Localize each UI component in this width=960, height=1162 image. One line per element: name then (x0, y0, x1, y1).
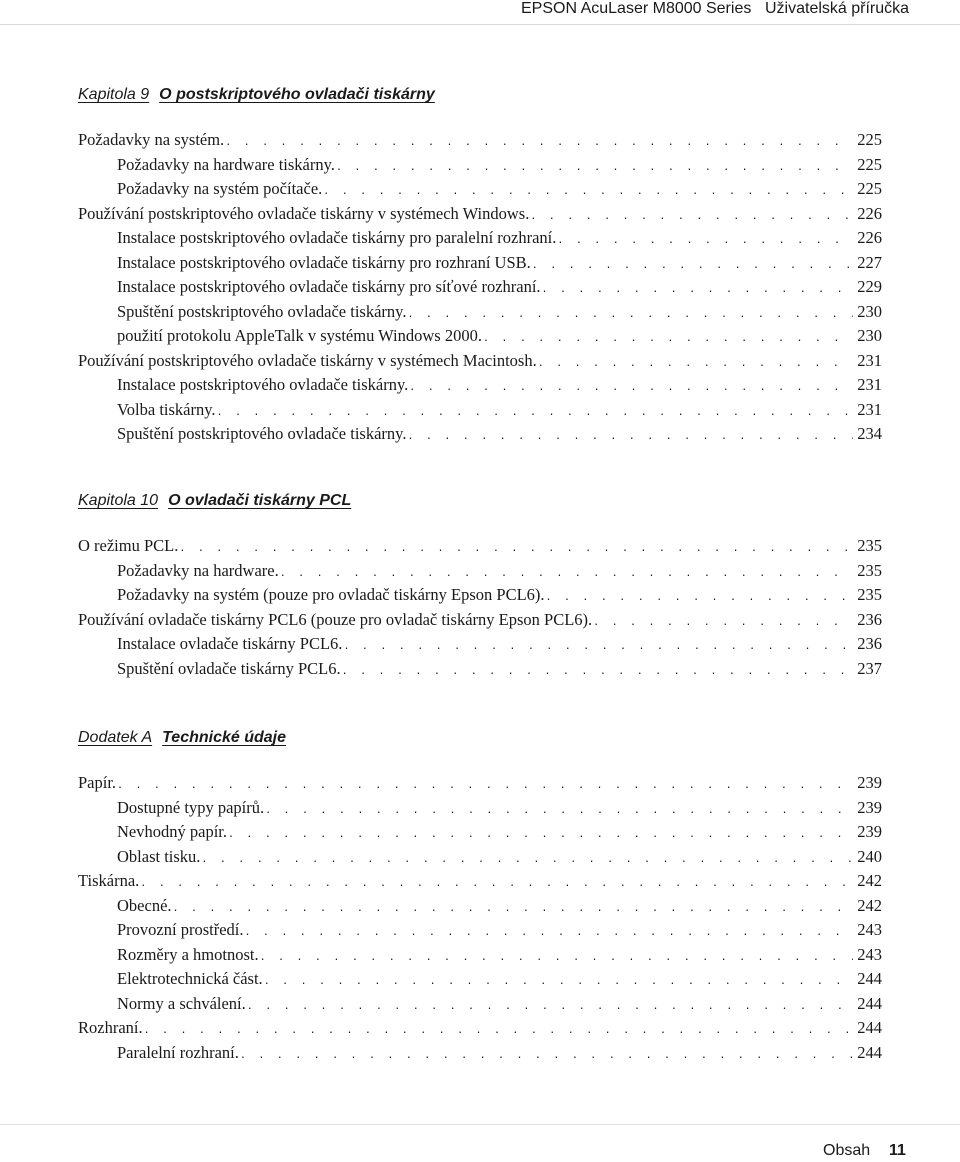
toc-entry-title: Instalace postskriptového ovladače tiskárny pro paralelní rozhraní. (117, 228, 557, 247)
toc-entry-page: 244 (857, 993, 882, 1013)
toc-entry-title: použití protokolu AppleTalk v systému Windows 2000. (117, 326, 482, 345)
toc-dot-leader (557, 229, 853, 253)
toc-entry[interactable] (78, 1016, 882, 1040)
toc-entry[interactable] (78, 534, 882, 558)
toc-entry-page: 242 (857, 895, 882, 915)
toc-dot-leader (240, 1044, 853, 1068)
toc-dot-leader (247, 995, 853, 1019)
header-product-name: EPSON AcuLaser M8000 Series (521, 0, 752, 17)
toc-entry-page: 243 (857, 944, 882, 964)
toc-entry-title: O režimu PCL. (78, 536, 179, 555)
toc-dot-leader (144, 1019, 854, 1043)
toc-entry[interactable] (117, 894, 882, 918)
toc-entry-page: 229 (857, 277, 882, 296)
toc-entry-title: Používání postskriptového ovladače tiskárny v systémech Macintosh. (78, 350, 537, 370)
toc-entry-title: Oblast tisku. (117, 846, 201, 866)
toc-entry-title: Instalace ovladače tiskárny PCL6. (117, 634, 343, 653)
toc-entry-title: Volba tiskárny. (117, 399, 216, 419)
toc-entry-title: Požadavky na hardware tiskárny. (117, 154, 335, 174)
toc-entry-page: 237 (857, 658, 882, 678)
toc-dot-leader (260, 946, 854, 970)
toc-entry[interactable] (78, 128, 882, 152)
toc-entry-title: Používání postskriptového ovladače tiskárny v systémech Windows. (78, 203, 530, 223)
toc-entry-page: 226 (857, 203, 882, 223)
chapter-heading (78, 492, 351, 510)
toc-entry-page: 227 (857, 252, 882, 272)
toc-entry[interactable] (117, 845, 882, 869)
toc-dot-leader (323, 180, 853, 204)
toc-entry[interactable] (117, 373, 882, 397)
toc-dot-leader (532, 254, 853, 278)
toc-dot-leader (280, 562, 854, 586)
chapter-label: Kapitola 10 (78, 492, 159, 509)
toc-dot-leader (409, 376, 853, 400)
toc-dot-leader (342, 660, 854, 684)
toc-entry-page: 225 (857, 154, 882, 174)
toc-entry-title: Spuštění postskriptového ovladače tiskárny. (117, 424, 407, 443)
toc-entry-page: 226 (857, 228, 882, 247)
toc-entry[interactable] (78, 202, 882, 226)
toc-entry-page: 236 (857, 634, 882, 653)
chapter-label: Kapitola 9 (78, 86, 150, 103)
chapter-title: O ovladači tiskárny PCL (168, 492, 352, 509)
toc-dot-leader (225, 131, 853, 155)
toc-entry-page: 231 (857, 350, 882, 370)
toc-entry-title: Papír. (78, 773, 117, 792)
toc-entry[interactable] (117, 796, 882, 820)
toc-entry-page: 240 (857, 846, 882, 866)
toc-entry-page: 231 (857, 375, 882, 394)
running-header (0, 0, 960, 25)
toc-dot-leader (483, 327, 853, 351)
toc-dot-leader (542, 278, 854, 302)
toc-entry[interactable] (117, 422, 882, 446)
toc-dot-leader (228, 823, 853, 847)
toc-entry-page: 234 (857, 424, 882, 443)
toc-dot-leader (336, 156, 853, 180)
toc-entry-title: Normy a schválení. (117, 993, 246, 1013)
toc-dot-leader (546, 586, 854, 610)
toc-dot-leader (117, 774, 853, 798)
toc-entry-title: Obecné. (117, 895, 172, 915)
toc-entry[interactable] (117, 967, 882, 991)
toc-dot-leader (538, 352, 854, 376)
chapter-heading (78, 86, 435, 104)
toc-entry[interactable] (117, 398, 882, 422)
toc-entry-title: Požadavky na systém (pouze pro ovladač tiskárny Epson PCL6). (117, 585, 545, 604)
toc-entry[interactable] (117, 153, 882, 177)
footer-section-name: Obsah (823, 1142, 871, 1159)
toc-dot-leader (407, 425, 853, 449)
toc-entry-page: 244 (857, 969, 882, 988)
toc-entry-page: 235 (857, 536, 882, 555)
toc-entry-title: Dostupné typy papírů. (117, 797, 265, 817)
toc-entry-page: 235 (857, 585, 882, 604)
toc-dot-leader (530, 205, 853, 229)
toc-entry-title: Paralelní rozhraní. (117, 1042, 239, 1062)
toc-entry-title: Požadavky na systém. (78, 130, 225, 149)
toc-entry-page: 244 (857, 1042, 882, 1062)
toc-entry-title: Rozhraní. (78, 1018, 143, 1037)
toc-entry-title: Požadavky na systém počítače. (117, 179, 323, 198)
toc-entry[interactable] (78, 608, 882, 632)
chapter-label: Dodatek A (78, 729, 153, 746)
toc-entry[interactable] (117, 177, 882, 201)
toc-entry[interactable] (117, 559, 882, 583)
toc-entry[interactable] (117, 943, 882, 967)
toc-dot-leader (343, 635, 853, 659)
footer-page-number: 11 (889, 1142, 906, 1159)
toc-entry-page: 242 (857, 871, 882, 890)
toc-entry-title: Instalace postskriptového ovladače tiskárny pro rozhraní USB. (117, 252, 531, 272)
toc-dot-leader (140, 872, 853, 896)
toc-entry[interactable] (117, 226, 882, 250)
toc-entry-title: Rozměry a hmotnost. (117, 944, 259, 964)
toc-entry-title: Elektrotechnická část. (117, 969, 263, 988)
toc-dot-leader (264, 970, 854, 994)
toc-entry[interactable] (78, 771, 882, 795)
toc-entry-title: Instalace postskriptového ovladače tiskárny. (117, 375, 409, 394)
footer-divider (0, 1124, 960, 1125)
toc-entry[interactable] (117, 632, 882, 656)
toc-entry-title: Provozní prostředí. (117, 920, 244, 939)
toc-entry[interactable] (117, 820, 882, 844)
toc-entry-title: Tiskárna. (78, 871, 140, 890)
chapter-title: Technické údaje (162, 729, 287, 746)
toc-entry-title: Spuštění postskriptového ovladače tiskárny. (117, 301, 407, 321)
toc-entry[interactable] (117, 918, 882, 942)
toc-entry-page: 243 (857, 920, 882, 939)
toc-dot-leader (173, 897, 854, 921)
toc-entry-title: Používání ovladače tiskárny PCL6 (pouze pro ovladač tiskárny Epson PCL6). (78, 609, 593, 629)
toc-entry-title: Nevhodný papír. (117, 822, 227, 841)
header-guide-title: Uživatelská příručka (765, 0, 910, 17)
toc-entry[interactable] (117, 300, 882, 324)
toc-entry-title: Instalace postskriptového ovladače tiskárny pro síťové rozhraní. (117, 277, 541, 296)
toc-entry-page: 231 (857, 399, 882, 419)
toc-entry-page: 239 (857, 822, 882, 841)
toc-entry-page: 235 (857, 560, 882, 580)
toc-dot-leader (179, 537, 853, 561)
chapter-title: O postskriptového ovladači tiskárny (159, 86, 435, 103)
chapter-heading (78, 729, 286, 747)
toc-entry-title: Spuštění ovladače tiskárny PCL6. (117, 658, 341, 678)
toc-entry[interactable] (78, 349, 882, 373)
toc-entry[interactable] (117, 251, 882, 275)
toc-entry[interactable] (117, 583, 882, 607)
toc-dot-leader (201, 848, 853, 872)
toc-entry-page: 239 (857, 797, 882, 817)
toc-entry-page: 244 (857, 1018, 882, 1037)
toc-entry[interactable] (117, 992, 882, 1016)
toc-entry-page: 230 (857, 326, 882, 345)
toc-entry-page: 239 (857, 773, 882, 792)
toc-entry-page: 236 (857, 609, 882, 629)
toc-dot-leader (217, 401, 854, 425)
toc-dot-leader (265, 799, 853, 823)
toc-entry[interactable] (78, 869, 882, 893)
toc-entry[interactable] (117, 657, 882, 681)
toc-entry-page: 225 (857, 179, 882, 198)
toc-dot-leader (244, 921, 853, 945)
toc-entry-page: 225 (857, 130, 882, 149)
toc-entry[interactable] (117, 324, 882, 348)
toc-dot-leader (593, 611, 853, 635)
toc-entry-page: 230 (857, 301, 882, 321)
toc-entry-title: Požadavky na hardware. (117, 560, 279, 580)
toc-dot-leader (407, 303, 853, 327)
toc-entry[interactable] (117, 1041, 882, 1065)
toc-entry[interactable] (117, 275, 882, 299)
